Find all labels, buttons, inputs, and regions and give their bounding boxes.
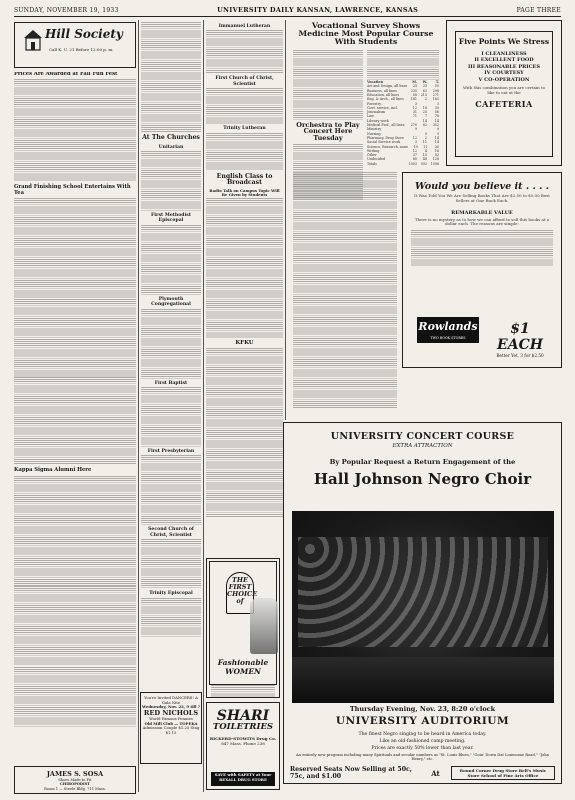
table-cell: Medical Prof., all lines: [367, 123, 405, 128]
masthead-paper: UNIVERSITY DAILY KANSAN, LAWRENCE, KANSAS: [217, 6, 419, 14]
subheadline: Radio Talk on Campus Topic Will Be Given by Students: [209, 187, 280, 198]
rowlands-ad-value: REMARKABLE VALUE: [451, 209, 513, 216]
concert-popular: By Popular Request a Return Engagement of the: [329, 458, 516, 466]
table-cell: 15: [422, 153, 427, 158]
table-cell: 235: [410, 88, 417, 93]
article-text: [14, 377, 136, 465]
table-cell: 9: [424, 131, 427, 136]
sosa-line3: Room 1 — Steele Bldg. 711 Mass.: [44, 786, 106, 791]
dancers-band: RED NICHOLS: [143, 708, 199, 717]
article-text: [293, 172, 397, 408]
cafeteria-tagline: With this combination you are certain to like to eat at the: [462, 85, 546, 96]
article-text: [206, 30, 283, 74]
column-churches-right: [206, 22, 283, 554]
concert-line3: Prices are exactly 50% lower than last year.: [371, 746, 474, 751]
dancers-ad: [140, 692, 202, 764]
table-header: Vocation M. W. T.: [367, 80, 439, 85]
hill-society-subtitle: Call K. U. 21 Before 12:00 p. m.: [49, 47, 114, 52]
concert-choir-name: Hall Johnson Negro Choir: [313, 470, 532, 488]
column-society: [14, 72, 136, 762]
article-text: [14, 144, 136, 182]
article-text: [206, 133, 283, 171]
rowlands-ad-line3: There is no mystery as to how we can afford to sell this books at a dollar each. The reasons are simple:: [414, 216, 550, 227]
table-cell: 63: [422, 88, 427, 93]
choir-photo: [292, 511, 554, 703]
table-cell: Nursing: [367, 131, 381, 136]
article-text: [14, 79, 136, 143]
church-name: First Baptist: [154, 380, 188, 386]
dancers-venue: Old Mill Club — TOPEKA: [144, 720, 198, 726]
article-text: [14, 667, 136, 727]
church-name: First Church of Christ, Scientist: [215, 76, 274, 87]
shari-toiletries: TOILETRIES: [212, 722, 274, 732]
sosa-chiropodist-ad: [14, 766, 136, 794]
article-text: [14, 198, 136, 298]
article-text: [141, 22, 201, 132]
shari-address: 847 Mass. Phone 238: [221, 741, 265, 746]
point-4: IV COURTESY: [484, 70, 524, 77]
table-cell: 14: [434, 140, 439, 145]
church-name: Unitarian: [158, 144, 184, 150]
building-icon: [23, 29, 43, 51]
headline: Grand Finishing School Entertains With Tea: [14, 184, 131, 196]
column-rule: [285, 20, 286, 420]
church-name: Immanuel Lutheran: [218, 24, 271, 29]
concert-tickets: [290, 765, 555, 781]
table-cell: Journalism: [367, 110, 386, 115]
article-text: [141, 151, 201, 211]
article-text: [206, 88, 283, 124]
table-cell: 3: [414, 140, 417, 145]
table-cell: 78: [434, 114, 439, 119]
table-cell: 12: [412, 135, 417, 140]
rowlands-ad: [402, 172, 562, 368]
fashionable-women: Fashionable WOMEN: [217, 658, 269, 676]
table-cell: 14: [422, 118, 427, 123]
table-cell: 19: [413, 144, 418, 149]
table-cell: 48: [422, 157, 427, 162]
table-cell: 352: [432, 123, 439, 128]
table-cell: 50: [434, 84, 439, 89]
cafeteria-ad: [446, 20, 562, 166]
table-cell: Library work: [367, 118, 389, 123]
masthead-page: PAGE THREE: [516, 6, 561, 14]
article-text: [141, 455, 201, 525]
concert-course-title: UNIVERSITY CONCERT COURSE: [330, 431, 515, 442]
table-cell: Science, Research, none: [367, 144, 408, 149]
headline: Kappa Sigma Alumni Here: [14, 467, 92, 474]
table-cell: 2: [424, 135, 427, 140]
rowlands-logo: Rowlands TWO BOOK STORES: [417, 317, 479, 343]
table-cell: 25: [412, 84, 418, 89]
concert-date: Thursday Evening, Nov. 23, 8:20 o'clock: [349, 705, 496, 713]
table-cell: 9: [414, 127, 417, 132]
article-text: [141, 225, 201, 295]
church-name: Plymouth Congregational: [151, 296, 191, 308]
table-cell: 128: [432, 157, 439, 162]
five-points-title: Five Points We Stress: [458, 37, 550, 46]
table-cell: 18: [422, 105, 427, 110]
vocational-headline: Vocational Survey Shows Medicine Most Popular Course With Students: [298, 21, 434, 47]
table-cell: 270: [410, 123, 417, 128]
concert-extra: EXTRA ATTRACTION: [392, 443, 453, 449]
table-cell: Education, all lines: [367, 93, 400, 97]
table-cell: 1596: [430, 161, 439, 166]
article-text: [141, 309, 201, 379]
table-cell: Ministry: [367, 127, 382, 132]
concert-line1: The finest Negro singing to be heard in America today.: [358, 732, 487, 737]
shari-save: SAVE with SAFETY at Your REXALL DRUG STORE: [211, 772, 275, 786]
table-cell: 82: [422, 123, 427, 128]
table-cell: 9: [436, 127, 439, 132]
hill-society-title: Hill Society: [45, 27, 123, 41]
table-row: [367, 162, 439, 166]
column-rule: [138, 20, 139, 792]
table-cell: Writing: [367, 148, 380, 153]
article-text: [141, 387, 201, 447]
table-cell: 37: [412, 153, 417, 158]
table-cell: 11: [422, 140, 427, 145]
shari-toiletries-ad: [206, 702, 280, 790]
table-cell: Forestry: [367, 101, 382, 106]
headline: English Class to Broadcast: [216, 172, 273, 187]
shari-store: RICKERD-STOWITS Drug Co.: [209, 736, 277, 741]
concert-line4: An entirely new program including many Spirituals and secular numbers as "St. Louis Blues," "Goin' Down Dat Lonesome Road," "John Henry," etc.: [295, 753, 550, 762]
table-cell: 9: [436, 131, 439, 136]
table-cell: Pharmacy, Drug Store: [367, 135, 404, 140]
churches-headline: At The Churches: [142, 134, 200, 141]
table-cell: Business, all lines: [367, 88, 397, 93]
table-cell: 56: [434, 110, 439, 115]
cafeteria-ad-frame: [455, 31, 553, 157]
concert-line2: Like an old-fashioned camp meeting.: [379, 739, 466, 744]
orchestra-headline: Orchestra to Play Concert Here Tuesday: [296, 120, 360, 143]
rowlands-price: $1 EACH Better Yet, 3 for $2.50: [496, 321, 544, 358]
table-cell: 11: [423, 144, 428, 149]
point-2: II EXCELLENT FOOD: [474, 57, 534, 64]
concert-outlets: Round Corner Drug Store Bell's Music Store School of Fine Arts Office: [451, 766, 555, 780]
hill-society-header: [14, 22, 136, 68]
table-cell: 593: [420, 161, 427, 166]
table-cell: 7: [424, 114, 427, 119]
cafeteria-name: CAFETERIA: [475, 99, 533, 110]
article-text: [141, 598, 201, 638]
table-cell: Other: [367, 153, 377, 158]
masthead-date: SUNDAY, NOVEMBER 19, 1933: [14, 6, 119, 14]
headline: Prices Are Awarded at Fall Fun Fest: [14, 72, 118, 77]
article-text: [293, 50, 363, 120]
masthead: [14, 4, 561, 17]
shari-name: SHARI: [216, 708, 270, 724]
table-cell: 31: [412, 110, 417, 115]
radio-headline: KFKU: [235, 340, 254, 347]
table-cell: 12: [412, 105, 417, 110]
dancers-invite: You're Invited DANCERS! A Gala Nite: [144, 695, 198, 705]
concert-ad: [283, 422, 562, 784]
table-cell: Social Service work: [367, 140, 401, 145]
church-name: First Presbyterian: [147, 448, 195, 454]
article-text: [211, 685, 275, 697]
table-cell: 52: [434, 153, 439, 158]
table-cell: 4: [424, 148, 427, 153]
point-1: I CLEANLINESS: [481, 50, 527, 57]
woman-illustration: [250, 598, 278, 654]
concert-seats: Reserved Seats Now Selling at 50c, 75c, and $1.00: [290, 765, 412, 780]
table-cell: 183: [432, 97, 439, 102]
church-name: Trinity Episcopal: [149, 591, 193, 597]
table-cell: 298: [432, 88, 439, 93]
table-cell: 3: [414, 101, 417, 106]
article-text: [14, 299, 136, 377]
church-name: First Methodist Episcopal: [151, 212, 191, 224]
table-cell: 71: [412, 114, 417, 119]
column-orchestra: [293, 172, 397, 416]
table-cell: Eng. & Arch., all lines: [367, 97, 404, 102]
church-name: Second Church of Christ, Scientist: [148, 527, 194, 538]
table-cell: Law: [367, 114, 374, 119]
article-text: [141, 539, 201, 589]
first-choice-badge: THE FIRST CHOICE of: [226, 572, 254, 614]
table-cell: Govt. service, incl.: [367, 105, 399, 110]
table-cell: 12: [412, 148, 417, 153]
article-text: [206, 348, 283, 518]
article-text: [14, 476, 136, 586]
table-cell: 213: [420, 93, 427, 97]
point-5: V CO-OPERATION: [478, 76, 530, 83]
fashion-ad-frame: [209, 561, 277, 685]
column-churches-left: [141, 22, 201, 686]
church-name: Trinity Lutheran: [223, 126, 266, 132]
rowlands-ad-title: Would you believe it . . . .: [414, 181, 550, 192]
table-cell: 3: [436, 101, 439, 106]
table-cell: Undecided: [367, 157, 386, 162]
point-3: III REASONABLE PRICES: [468, 63, 540, 70]
table-cell: 1003: [408, 161, 417, 166]
table-cell: 25: [422, 84, 428, 89]
article-text: [14, 586, 136, 666]
dancers-admission: Admission Couple $1.25 Stag $1.15: [142, 725, 200, 735]
fashionable-women-ad: [206, 558, 280, 698]
table-cell: Totals: [367, 161, 377, 166]
sosa-name: JAMES S. SOSA: [46, 770, 104, 778]
dancers-date: Wednesday, Nov. 22, 9 till ?: [142, 704, 200, 710]
table-cell: 14: [434, 118, 439, 123]
table-cell: 16: [434, 148, 439, 153]
concert-venue: UNIVERSITY AUDITORIUM: [335, 715, 510, 727]
article-text: [206, 198, 283, 338]
table-cell: 30: [434, 105, 439, 110]
concert-at: At: [431, 768, 440, 778]
article-text: [411, 230, 553, 266]
column-rule: [203, 20, 204, 792]
sosa-line1: Shoes Made to Fit: [58, 778, 92, 782]
dancers-band-sub: World Famous Pennies: [149, 715, 193, 721]
table-cell: 181: [410, 97, 417, 102]
rowlands-ad-line1: It Was Told You We Are Selling Books That Are $2.50 to $5.00 Best Sellers at One Buck Each.: [414, 193, 550, 203]
table-cell: Art and Design, all lines: [367, 84, 408, 89]
table-cell: 14: [434, 135, 439, 140]
table-cell: 25: [422, 110, 427, 115]
table-cell: 30: [434, 144, 439, 149]
table-cell: 80: [412, 157, 417, 162]
article-text: [367, 50, 439, 80]
sosa-line2: CHIROPODIST: [60, 782, 90, 787]
table-cell: 271: [432, 93, 439, 97]
table-cell: 2: [424, 97, 427, 102]
table-cell: 58: [412, 93, 417, 97]
table-body: [367, 84, 439, 166]
